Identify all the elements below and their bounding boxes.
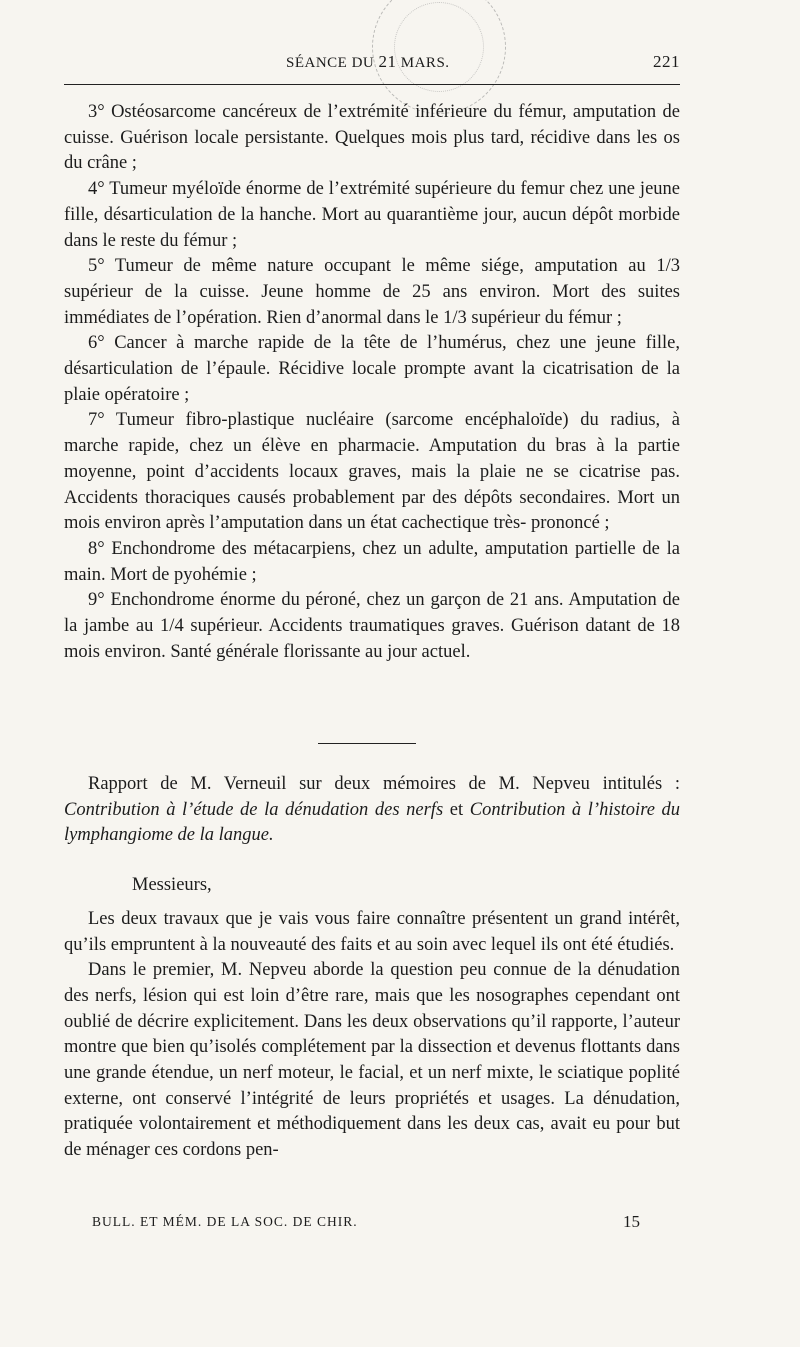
report-title-1: Contribution à l’étude de la dénudation des nerfs xyxy=(64,799,444,820)
section-separator xyxy=(318,743,416,744)
case-item: 4° Tumeur myéloïde énorme de l’extrémité supérieure du femur chez une jeune fille, désarticulation de la hanche. Mort au quarantième jour, aucun dépôt morbide dans le reste du fémur ; xyxy=(64,179,680,251)
case-item: 6° Cancer à marche rapide de la tête de l’humérus, chez une jeune fille, désarticulation de l’épaule. Récidive locale prompte avant la cicatrisation de la plaie opératoire ; xyxy=(64,333,680,405)
running-title-prefix: SÉANCE DU xyxy=(286,55,375,71)
running-title-month: MARS. xyxy=(400,55,450,71)
case-item: 3° Ostéosarcome cancéreux de l’extrémité inférieure du fémur, amputation de cuisse. Guérison locale persistante. Quelques mois plus tard, récidive dans les os du crâne ; xyxy=(64,102,680,174)
case-item: 5° Tumeur de même nature occupant le même siége, amputation au 1/3 supérieur de la cuisse. Jeune homme de 25 ans environ. Mort des suites immédiates de l’opération. Rien d’anormal dans le 1/3 supérieur du fémur ; xyxy=(64,256,680,328)
report-paragraph: Dans le premier, M. Nepveu aborde la question peu connue de la dénudation des nerfs, lésion qui est loin d’être rare, mais que les nosographes cependant ont oublié de décrire explicitement. Dans les deux observations qu’il rapporte, l’auteur montre que bien qu’isolés complétement par la dissection et devenus flottants dans une grande étendue, un nerf moteur, le facial, et un nerf mixte, le sciatique poplité externe, ont conservé l’intégrité de leurs propriétés et usages. La dénudation, pratiquée volontairement et méthodiquement dans les deux cas, avait eu pour but de ménager ces cordons pen- xyxy=(64,960,680,1161)
running-title xyxy=(286,52,450,72)
library-stamp-inner-ring xyxy=(394,2,484,92)
case-item: 9° Enchondrome énorme du péroné, chez un garçon de 21 ans. Amputation de la jambe au 1/4 supérieur. Accidents traumatiques graves. Guérison datant de 18 mois environ. Santé générale florissante au jour actuel. xyxy=(64,590,680,662)
report-heading xyxy=(64,772,680,849)
page-footer xyxy=(92,1214,640,1234)
case-item: 7° Tumeur fibro-plastique nucléaire (sarcome encéphaloïde) du radius, à marche rapide, chez un élève en pharmacie. Amputation du bras à la partie moyenne, point d’accidents locaux graves, mais la plaie ne se cicatrise pas. Accidents thoraciques causés probablement par des dépôts secondaires. Mort un mois environ après l’amputation dans un état cachectique très- prononcé ; xyxy=(64,410,680,534)
signature-mark: 15 xyxy=(623,1212,640,1231)
case-list xyxy=(64,100,680,665)
report-section xyxy=(64,772,680,1164)
running-header xyxy=(64,52,680,76)
salutation: Messieurs, xyxy=(132,875,212,896)
report-paragraph: Les deux travaux que je vais vous faire connaître présentent un grand intérêt, qu’ils empruntent à la nouveauté des faits et au soin avec lequel ils ont été étudiés. xyxy=(64,908,680,955)
report-connector: et xyxy=(449,799,464,820)
running-title-day: 21 xyxy=(378,52,397,71)
case-item: 8° Enchondrome des métacarpiens, chez un adulte, amputation partielle de la main. Mort de pyohémie ; xyxy=(64,538,680,585)
report-title-2: Contribution à l’histoire du lymphangiome de la langue. xyxy=(64,799,681,846)
journal-footer: BULL. ET MÉM. DE LA SOC. DE CHIR. xyxy=(92,1214,358,1229)
report-intro: Rapport de M. Verneuil sur deux mémoires de M. Nepveu intitulés : xyxy=(88,774,680,794)
page-number: 221 xyxy=(653,52,680,71)
header-rule xyxy=(64,84,680,85)
